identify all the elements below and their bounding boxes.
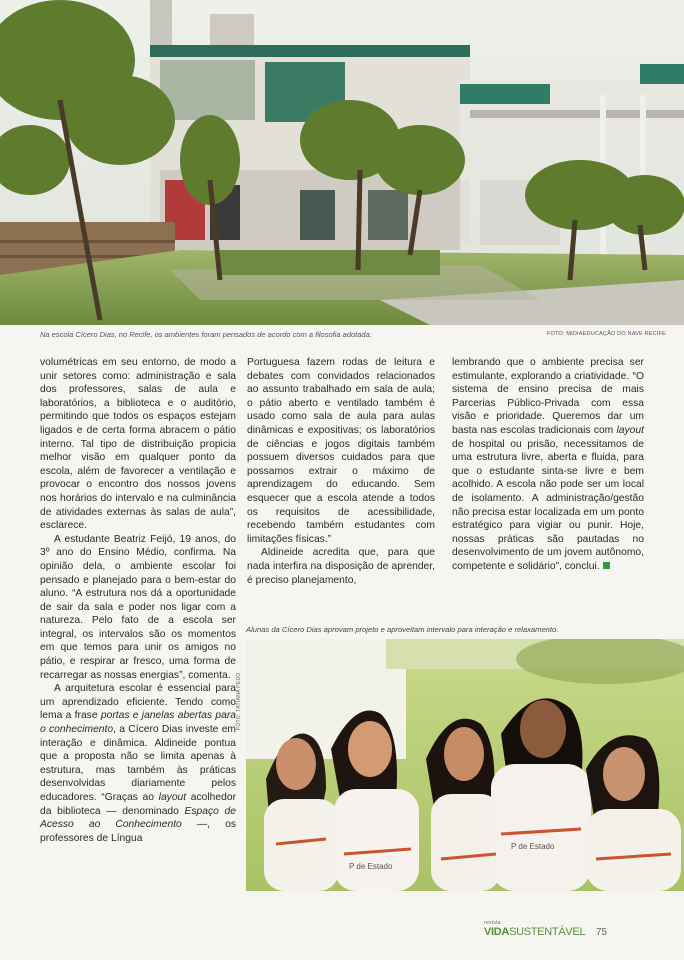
bottom-photo-credit: FOTO: TATIANA PEDO	[236, 672, 242, 730]
col1-p3-text-a: A arquitetura escolar é essencial para um aprendizado eficiente. Tendo como lema a frase	[40, 683, 236, 722]
end-of-article-mark	[603, 562, 610, 569]
col1-paragraph-1: volumétricas em seu entorno, de modo a unir setores como: administração e sala dos professores, salas de aula e laboratórios, a biblioteca e o auditório, permitindo que todos os espaços estejam ligados e de certa forma abracem o pátio interno. Tal tipo de distribuição propicia melhor visão em qualquer ponto da escola, além de favorecer a ventilação e provocar o encontro dos nossos jovens nos horários do intervalo e na culminância de atividades externas às salas de aula”, esclarece.	[40, 357, 236, 532]
col1-p3-emphasis-space: Espaço de Acesso ao Conhecimento	[40, 805, 236, 831]
col1-p3-text-b: , a Cícero Dias investe em interação e dinâmica. Aldineide pontua que a proposta não se limita apenas à estrutura, mas também às práticas desenvolvidas diariamente pelos educadores. “Graças ao	[40, 724, 236, 803]
top-photo-credit: FOTO: MIDIAEDUCAÇÃO DO NAVE RECIFE	[546, 331, 666, 337]
students-photo	[246, 639, 684, 891]
col1-paragraph-3	[40, 682, 236, 845]
school-courtyard-illustration	[0, 0, 684, 325]
page-footer	[484, 920, 644, 944]
col2-paragraph-1: Portuguesa fazem rodas de leitura e debates com convidados relacionados ao assunto trabalhado em sala de aula; o pátio aberto e ventilado também é usado como sala de aula para aulas dinâmicas e expositivas; os laboratórios de ciências e jogos digitais também possuem diversos cuidados para que possamos extrair o máximo de aprendizagem do educando. Sem esquecer que a escola atende a todos os requisitos de acessibilidade, recebendo também estudantes com limitações físicas.”	[247, 357, 435, 545]
article-column-1	[40, 356, 236, 845]
magazine-logo-thin: SUSTENTÁVEL	[509, 926, 586, 938]
col1-paragraph-2: A estudante Beatriz Feijó, 19 anos, do 3º ano do Ensino Médio, confirma. Na opinião dela, o ambiente escolar foi pensado e planejado para o bem-estar do aluno. “A estrutura nos dá a oportunidade de sair da sala e poder nos ligar com a natureza. Pelo fato de a escola ser integral, os intervalos são os momentos em que temos para unir os amigos no pátio, e respirar ar fresco, uma forma de recarregar as nossas energias”, comenta.	[40, 533, 236, 681]
magazine-logo-bold: VIDA	[484, 926, 510, 938]
col2-paragraph-2: Aldineide acredita que, para que nada interfira na disposição de aprender, é preciso planejamento,	[247, 547, 435, 586]
shirt-text-1: P de Estado	[349, 862, 393, 871]
col3-paragraph-1	[452, 356, 644, 574]
school-courtyard-photo	[0, 0, 684, 325]
magazine-label: revista	[484, 920, 501, 926]
top-photo-caption-row	[0, 328, 684, 342]
magazine-logo	[484, 926, 585, 938]
col1-p3-text-c: acolhedor da biblioteca — denominado	[40, 792, 236, 817]
col3-p1-text-b: de hospital ou prisão, necessitamos de uma estrutura livre, aberta e fluida, para que o estudante sinta-se livre e bem acolhido. A escola não pode ser um local de isolamento. A administração/gestão não precisa estar localizada em um ponto estratégico para vigiar ou punir. Hoje, nossas práticas são pautadas no desenvolvimento de um jovem autônomo, competente e solidário”, conclui.	[452, 438, 644, 572]
col3-p1-text-a: lembrando que o ambiente precisa ser estimulante, explorando a criatividade. “O sistema de ensino precisa de mais Parcerias Público-Privada com essa visão e prioridade. Queremos dar um basta nas escolas tradicionais com	[452, 357, 644, 436]
article-column-3	[452, 356, 644, 574]
page-number: 75	[596, 927, 608, 938]
col1-p3-emphasis: portas e janelas abertas para o conhecimento	[40, 710, 236, 736]
col3-p1-emphasis: layout	[616, 424, 644, 436]
col1-p3-text-d: —, os professores de Língua	[40, 819, 236, 844]
article-column-2	[247, 356, 435, 587]
top-photo-caption: Na escola Cícero Dias, no Recife, os ambientes foram pensados de acordo com a filosofia adotada.	[40, 330, 372, 339]
col1-p3-emphasis-layout: layout	[158, 792, 187, 803]
shirt-text-2: P de Estado	[511, 842, 555, 851]
students-illustration	[246, 639, 684, 891]
bottom-photo-caption: Alunas da Cícero Dias aprovam projeto e aproveitam intervalo para interação e relaxamento.	[246, 625, 559, 634]
